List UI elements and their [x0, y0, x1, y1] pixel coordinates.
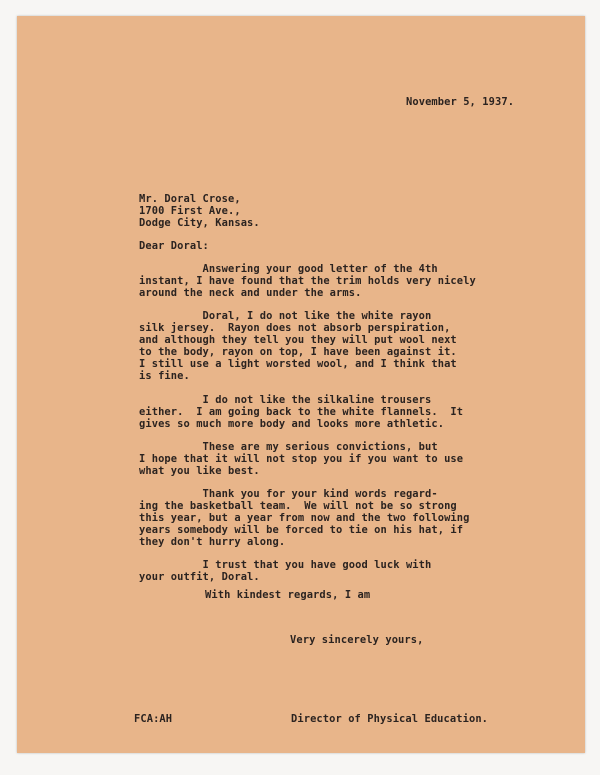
complimentary-close: Very sincerely yours,: [290, 634, 424, 646]
closing-regards: With kindest regards, I am: [205, 589, 371, 601]
paragraph-4-line-3: what you like best.: [139, 465, 260, 477]
paragraph-5-line-4: years somebody will be forced to tie on his hat, if: [139, 524, 464, 536]
reference-initials: FCA:AH: [134, 713, 173, 725]
paragraph-2-line-6: is fine.: [139, 370, 190, 382]
paragraph-1-line-2: instant, I have found that the trim holds very nicely: [139, 275, 476, 287]
letter-date: November 5, 1937.: [406, 96, 515, 108]
paragraph-2-line-1: Doral, I do not like the white rayon: [139, 310, 432, 322]
paragraph-2-line-3: and although they tell you they will put wool next: [139, 334, 457, 346]
recipient-street: 1700 First Ave.,: [139, 205, 241, 217]
paragraph-3-line-3: gives so much more body and looks more athletic.: [139, 418, 445, 430]
paragraph-6-line-2: your outfit, Doral.: [139, 571, 260, 583]
paragraph-2-line-5: I still use a light worsted wool, and I think that: [139, 358, 457, 370]
recipient-city: Dodge City, Kansas.: [139, 217, 260, 229]
paragraph-1-line-1: Answering your good letter of the 4th: [139, 263, 438, 275]
paragraph-5-line-2: ing the basketball team. We will not be so strong: [139, 500, 457, 512]
signature-title: Director of Physical Education.: [291, 713, 489, 725]
recipient-name: Mr. Doral Crose,: [139, 193, 241, 205]
paragraph-2-line-4: to the body, rayon on top, I have been against it.: [139, 346, 457, 358]
paragraph-5-line-3: this year, but a year from now and the two following: [139, 512, 470, 524]
paragraph-4-line-2: I hope that it will not stop you if you want to use: [139, 453, 464, 465]
paragraph-5-line-5: they don't hurry along.: [139, 536, 286, 548]
paragraph-2-line-2: silk jersey. Rayon does not absorb perspiration,: [139, 322, 451, 334]
paragraph-3-line-1: I do not like the silkaline trousers: [139, 394, 432, 406]
paragraph-5-line-1: Thank you for your kind words regard-: [139, 488, 438, 500]
paragraph-6-line-1: I trust that you have good luck with: [139, 559, 432, 571]
paragraph-3-line-2: either. I am going back to the white flannels. It: [139, 406, 464, 418]
salutation: Dear Doral:: [139, 240, 209, 252]
paragraph-4-line-1: These are my serious convictions, but: [139, 441, 438, 453]
paragraph-1-line-3: around the neck and under the arms.: [139, 287, 362, 299]
letter-page: [17, 16, 585, 753]
